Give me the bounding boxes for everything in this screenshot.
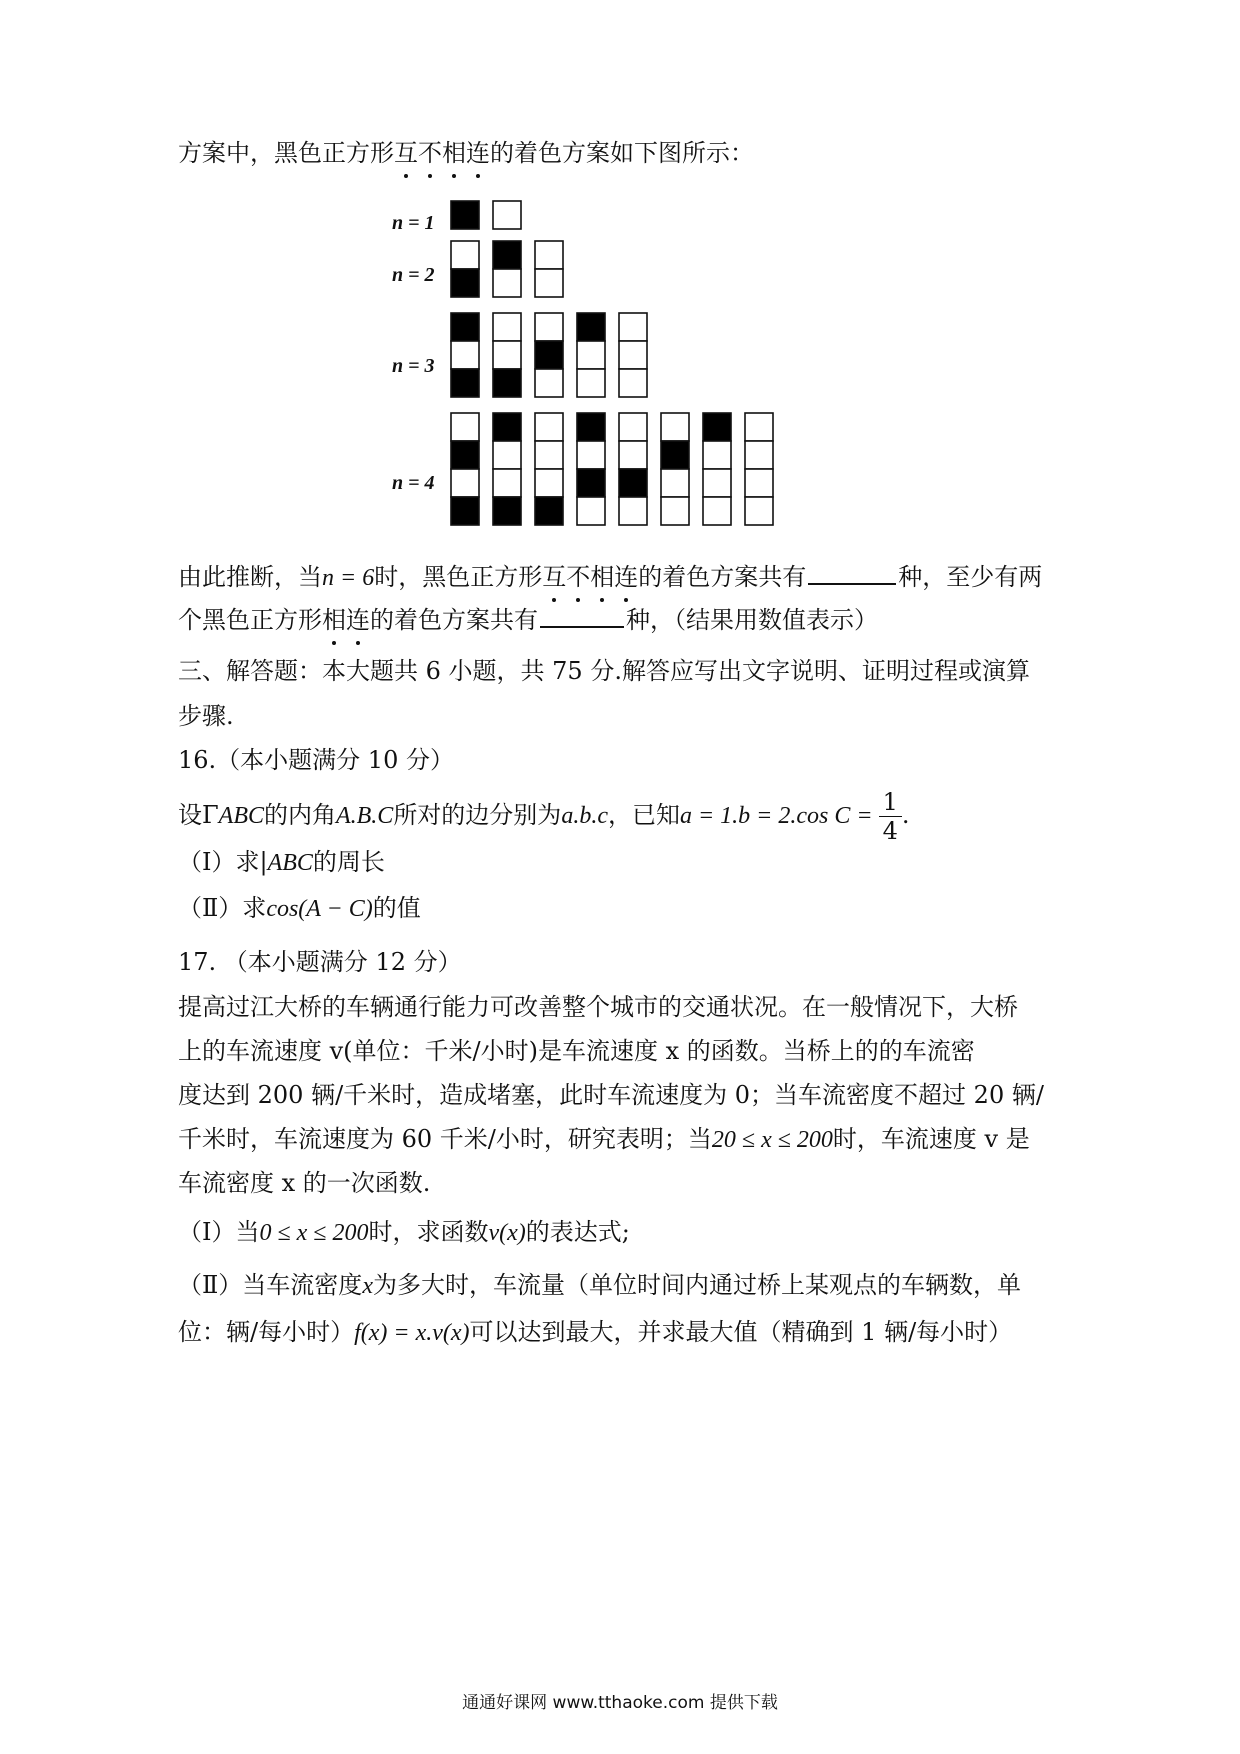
q17-part1: （Ⅰ）当0 ≤ x ≤ 200时，求函数v(x)的表达式; <box>178 1218 630 1246</box>
white-square <box>493 341 521 369</box>
white-square <box>535 269 563 297</box>
intro-line: 方案中，黑色正方形互不相连的着色方案如下图所示： <box>178 133 754 168</box>
emphasis-char: 不 <box>418 133 442 168</box>
column-n2-1 <box>492 240 522 298</box>
black-square <box>451 441 479 469</box>
section3-line2: 步骤. <box>178 702 234 730</box>
fraction-one-quarter: $\frac{1}{4}$ <box>879 790 902 843</box>
white-square <box>535 469 563 497</box>
white-square <box>577 497 605 525</box>
white-square <box>745 441 773 469</box>
black-square <box>451 369 479 397</box>
emphasis-char: 互 <box>542 557 566 592</box>
white-square <box>619 413 647 441</box>
q17-part2-line1: （Ⅱ）当车流密度x为多大时，车流量（单位时间内通过桥上某观点的车辆数，单 <box>178 1271 1021 1299</box>
white-square <box>577 341 605 369</box>
white-square <box>619 369 647 397</box>
white-square <box>619 313 647 341</box>
n-equals: n = 6 <box>322 565 375 591</box>
black-square <box>493 241 521 269</box>
section3-line1: 三、解答题：本大题共 6 小题，共 75 分.解答应写出文字说明、证明过程或演算 <box>178 657 1030 685</box>
white-square <box>745 469 773 497</box>
white-square <box>493 469 521 497</box>
label-n4: n = 4 <box>392 472 435 494</box>
column-n4-5 <box>660 412 690 526</box>
black-square <box>535 497 563 525</box>
q16-part2: （Ⅱ）求cos(A − C)的值 <box>178 894 421 922</box>
column-n4-4 <box>618 412 648 526</box>
label-n2: n = 2 <box>392 264 435 286</box>
black-square <box>577 413 605 441</box>
coloring-figure <box>380 212 830 592</box>
column-n4-0 <box>450 412 480 526</box>
white-square <box>577 369 605 397</box>
column-n3-1 <box>492 312 522 398</box>
column-n4-6 <box>702 412 732 526</box>
column-n4-1 <box>492 412 522 526</box>
white-square <box>451 413 479 441</box>
emphasis-char: 连 <box>466 133 490 168</box>
q17-p5: 车流密度 x 的一次函数. <box>178 1169 431 1197</box>
emphasis-char: 不 <box>566 557 590 592</box>
white-square <box>619 441 647 469</box>
white-square <box>745 497 773 525</box>
column-n1-1 <box>492 200 522 230</box>
black-square <box>661 441 689 469</box>
white-square <box>577 441 605 469</box>
black-square <box>493 369 521 397</box>
emphasis-char: 互 <box>394 133 418 168</box>
column-n1-0 <box>450 200 480 230</box>
black-square <box>451 269 479 297</box>
black-square <box>451 497 479 525</box>
white-square <box>535 441 563 469</box>
black-square <box>493 497 521 525</box>
column-n2-0 <box>450 240 480 298</box>
group-n4 <box>450 412 774 526</box>
black-square <box>493 413 521 441</box>
white-square <box>535 413 563 441</box>
q17-header: 17. （本小题满分 12 分） <box>178 948 462 976</box>
white-square <box>703 469 731 497</box>
white-square <box>619 341 647 369</box>
q16-header: 16.（本小题满分 10 分） <box>178 746 454 774</box>
column-n2-2 <box>534 240 564 298</box>
q16-part1: （Ⅰ）求|ABC的周长 <box>178 848 385 876</box>
black-square <box>577 313 605 341</box>
white-square <box>661 413 689 441</box>
black-square <box>451 313 479 341</box>
label-n3: n = 3 <box>392 355 435 377</box>
column-n4-3 <box>576 412 606 526</box>
q17-part2-line2: 位：辆/每小时）f(x) = x.v(x)可以达到最大，并求最大值（精确到 1 辆/每小时） <box>178 1318 1013 1346</box>
q15-line1: 由此推断，当n = 6时，黑色正方形互不相连的着色方案共有 种，至少有两 <box>178 557 1042 592</box>
white-square <box>661 497 689 525</box>
column-n3-2 <box>534 312 564 398</box>
white-square <box>493 313 521 341</box>
q16-stem: 设ΓABC的内角A.B.C所对的边分别为a.b.c，已知a = 1.b = 2.cos C = $\frac{1}{4}$ . <box>178 788 910 845</box>
black-square <box>451 201 479 229</box>
column-n3-4 <box>618 312 648 398</box>
white-square <box>535 369 563 397</box>
footer-credit: 通通好课网 www.tthaoke.com 提供下载 <box>462 1693 778 1713</box>
column-n4-7 <box>744 412 774 526</box>
white-square <box>535 313 563 341</box>
white-square <box>493 201 521 229</box>
group-n3 <box>450 312 648 398</box>
answer-blank-1 <box>808 561 896 585</box>
white-square <box>745 413 773 441</box>
white-square <box>703 441 731 469</box>
q17-p1: 提高过江大桥的车辆通行能力可改善整个城市的交通状况。在一般情况下，大桥 <box>178 993 1018 1021</box>
white-square <box>451 241 479 269</box>
q17-p2: 上的车流速度 v(单位：千米/小时)是车流速度 x 的函数。当桥上的的车流密 <box>178 1037 975 1065</box>
white-square <box>703 497 731 525</box>
white-square <box>661 469 689 497</box>
group-n2 <box>450 240 564 298</box>
emphasis-char: 相 <box>442 133 466 168</box>
emphasis-char: 相 <box>590 557 614 592</box>
column-n3-3 <box>576 312 606 398</box>
emphasis-char: 连 <box>346 600 370 635</box>
black-square <box>703 413 731 441</box>
emphasis-char: 相 <box>322 600 346 635</box>
white-square <box>619 497 647 525</box>
white-square <box>451 469 479 497</box>
q17-p3: 度达到 200 辆/千米时，造成堵塞，此时车流速度为 0；当车流密度不超过 20 辆/ <box>178 1081 1044 1109</box>
column-n4-2 <box>534 412 564 526</box>
answer-blank-2 <box>540 604 624 628</box>
white-square <box>493 269 521 297</box>
black-square <box>535 341 563 369</box>
white-square <box>535 241 563 269</box>
black-square <box>619 469 647 497</box>
black-square <box>577 469 605 497</box>
emphasis-char: 连 <box>614 557 638 592</box>
label-n1: n = 1 <box>392 212 435 234</box>
triangle-mark: Γ <box>202 801 219 829</box>
group-n1 <box>450 200 522 230</box>
white-square <box>493 441 521 469</box>
white-square <box>451 341 479 369</box>
q15-line2: 个黑色正方形相连的着色方案共有 种，（结果用数值表示） <box>178 600 878 635</box>
q17-p4: 千米时，车流速度为 60 千米/小时，研究表明；当20 ≤ x ≤ 200时，车流速度 v 是 <box>178 1125 1030 1153</box>
column-n3-0 <box>450 312 480 398</box>
